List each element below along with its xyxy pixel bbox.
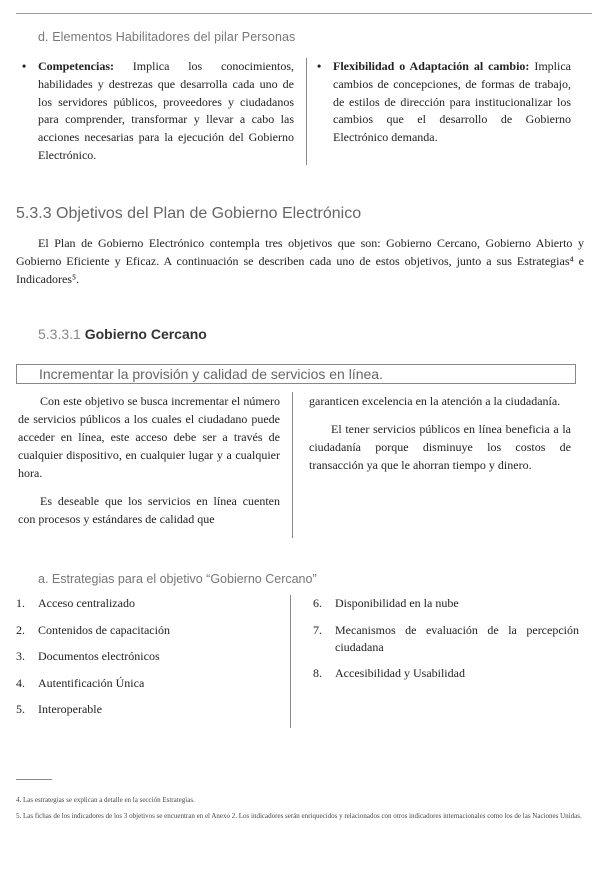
intro-paragraph: El Plan de Gobierno Electrónico contempla tres objetivos que son: Gobierno Cercano, Gobierno Abierto y Gobierno Eficiente y Eficaz. A continuación se describen cada uno de estos objetivos, junto a sus Estrategias⁴ e Indicadores⁵. — [16, 236, 584, 286]
section-533-heading: 5.3.3 Objetivos del Plan de Gobierno Electrónico — [16, 205, 362, 222]
top-rule — [16, 13, 592, 14]
objective-banner: Incrementar la provisión y calidad de servicios en línea. — [16, 364, 576, 384]
body-paragraph: Es deseable que los servicios en línea cuenten con procesos y estándares de calidad que — [18, 494, 280, 526]
bullet-marker: • — [22, 59, 27, 73]
bullet-title: Competencias: — [38, 59, 114, 73]
footnote-rule — [16, 779, 52, 780]
list-item: 7. Mecanismos de evaluación de la percepción ciudadana — [313, 622, 579, 654]
bullet-text: Implica cambios de concepciones, de formas de trabajo, de estilos de dirección para institucionalizar los cambios que el desarrollo de Gobierno Electrónico demanda. — [333, 59, 571, 145]
strategies-left-column — [16, 595, 290, 728]
body-right-column — [293, 392, 571, 538]
list-item: 3. Documentos electrónicos — [16, 649, 160, 663]
section-title: Gobierno Cercano — [84, 326, 207, 342]
footnote-5: 5. Las fichas de los indicadores de los 3 objetivos se encuentran en el Anexo 2. Los indicadores serán enriquecidos y relacionados con otros indicadores internacionales como los de las Naciones Unidas. — [16, 812, 582, 820]
list-item: 6. Disponibilidad en la nube — [313, 596, 459, 610]
body-paragraph: garanticen excelencia en la atención a la ciudadanía. — [309, 394, 561, 408]
body-paragraph: Con este objetivo se busca incrementar el número de servicios públicos a los cuales el ciudadano puede acceder en línea, este acceso debe ser a través de cualquier dispositivo, en cualquier lugar y a cualquier hora. — [18, 394, 280, 480]
bullet-competencias — [16, 58, 307, 165]
body-left-column — [16, 392, 293, 538]
strategies-heading: a. Estrategias para el objetivo “Gobierno Cercano” — [38, 572, 317, 586]
list-item: 5. Interoperable — [16, 702, 102, 716]
body-paragraph: El tener servicios públicos en línea beneficia a la ciudadanía porque disminuye los costos de transacción ya que le ahorran tiempo y dinero. — [309, 422, 571, 472]
section-5331-heading — [38, 326, 207, 342]
objective-body — [16, 392, 584, 538]
enablers-bullets — [16, 58, 584, 165]
list-item: 4. Autentificación Única — [16, 675, 145, 690]
bullet-marker: • — [317, 59, 322, 73]
footnote-4: 4. Las estrategias se explican a detalle en la sección Estrategias. — [16, 796, 195, 804]
bullet-text: Implica los conocimientos, habilidades y destrezas que desarrolla cada uno de los servidores públicos, proveedores y ciudadanos para comprender, transformar y llevar a cabo las acciones necesarias para la ejecución del Gobierno Electrónico. — [38, 59, 294, 162]
list-item: 2. Contenidos de capacitación — [16, 622, 170, 637]
strategies-list — [16, 595, 584, 728]
list-item: 8. Accesibilidad y Usabilidad — [313, 666, 465, 680]
list-item: 1. Acceso centralizado — [16, 596, 135, 610]
section-number: 5.3.3.1 — [38, 326, 81, 342]
bullet-flexibilidad — [307, 58, 571, 165]
section-d-heading: d. Elementos Habilitadores del pilar Personas — [38, 30, 296, 44]
strategies-right-column — [290, 595, 579, 728]
bullet-title: Flexibilidad o Adaptación al cambio: — [333, 59, 530, 73]
